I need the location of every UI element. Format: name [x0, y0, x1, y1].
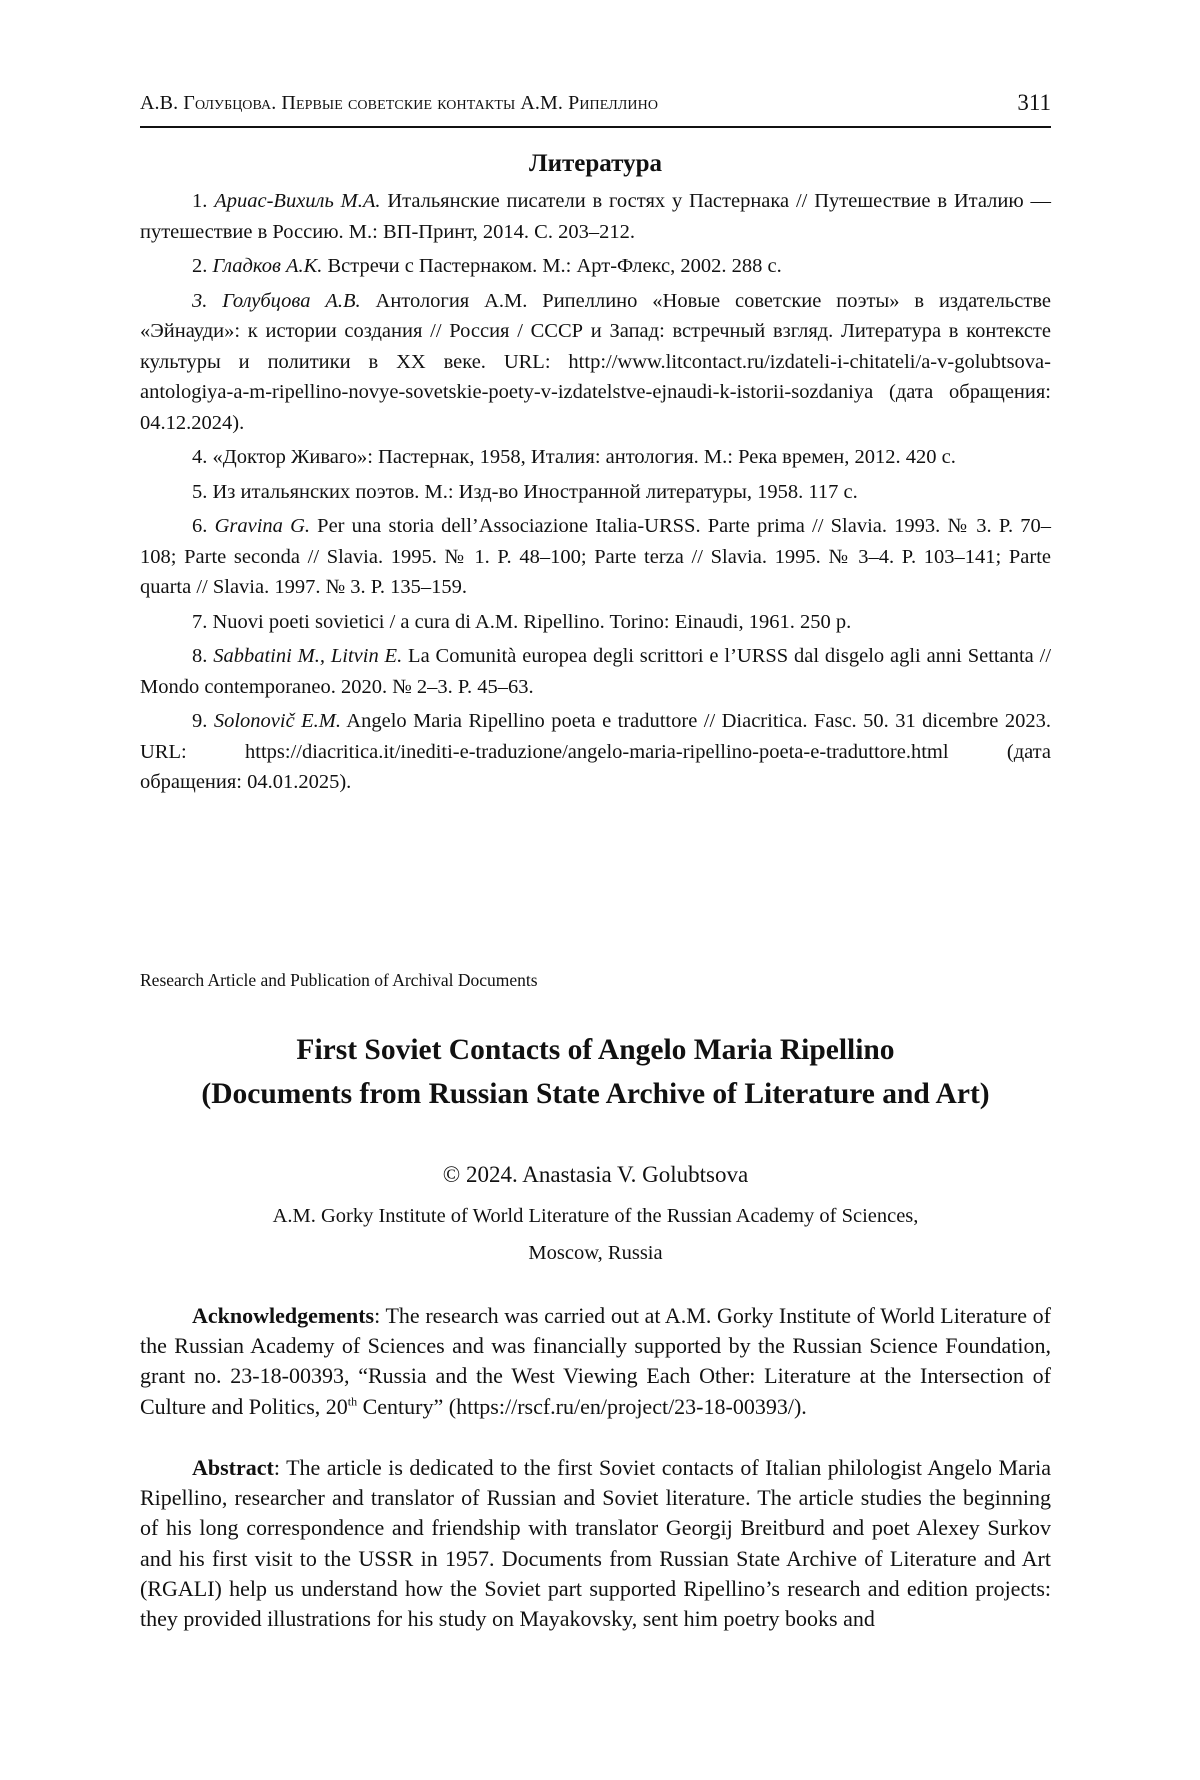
reference-text: Nuovi poeti sovietici / a cura di A.M. Ripellino. Torino: Einaudi, 1961. 250 p.	[212, 610, 852, 633]
reference-author: Gravina G.	[214, 515, 310, 537]
reference-text: Итальянские писатели в гостях у Пастернака // Путешествие в Италию — путешествие в Россию. М.: ВП-Принт, 2014. С. 203–212.	[140, 190, 1051, 243]
abstract-paragraph	[140, 1453, 1051, 1634]
reference-number: 8.	[192, 645, 208, 667]
author-affiliation	[140, 1198, 1051, 1272]
article-title-line: (Documents from Russian State Archive of Literature and Art)	[201, 1078, 990, 1110]
acknowledgements-label: Acknowledgements	[192, 1303, 375, 1328]
abstract-label: Abstract	[192, 1455, 274, 1480]
affiliation-line: A.M. Gorky Institute of World Literature of the Russian Academy of Sciences,	[272, 1205, 919, 1227]
reference-author: Solonovič E.M.	[213, 710, 341, 732]
reference-item	[140, 251, 1051, 282]
acknowledgements-text: : The research was carried out at A.M. Gorky Institute of World Literature of the Russian Academy of Sciences and was financially supported by the Russian Science Foundation, grant no. 23-18-00393, “Russia and the West Viewing Each Other: Literature at the Intersection of Culture and Politics, 20	[140, 1303, 1051, 1419]
reference-text: Встречи с Пастернаком. М.: Арт-Флекс, 2002. 288 с.	[322, 255, 782, 277]
reference-text: Angelo Maria Ripellino poeta e traduttore // Diacritica. Fasc. 50. 31 dicembre 2023. URL: https://diacritica.it/inediti-e-traduzione/angelo-maria-ripellino-poeta-e-traduttore.html (дата обращения: 04.01.2025).	[140, 710, 1051, 793]
reference-number: 4.	[192, 446, 208, 468]
acknowledgements-text-end: Century” (https://rscf.ru/en/project/23-18-00393/).	[357, 1393, 807, 1419]
ordinal-suffix: th	[347, 1394, 358, 1409]
article-author: © 2024. Anastasia V. Golubtsova	[442, 1162, 749, 1187]
reference-item	[140, 511, 1051, 603]
article-type: Research Article and Publication of Archival Documents	[140, 970, 538, 990]
reference-text: La Comunità europea degli scrittori e l’URSS dal disgelo agli anni Settanta // Mondo contemporaneo. 2020. № 2–3. P. 45–63.	[140, 645, 1052, 698]
affiliation-line: Moscow, Russia	[528, 1242, 663, 1264]
reference-author: Гладков А.К.	[212, 255, 323, 277]
references-heading: Литература	[528, 150, 663, 177]
reference-item	[140, 607, 1051, 638]
running-title: А.В. Голубцова. Первые советские контакты А.М. Рипеллино	[140, 92, 659, 114]
reference-author: Ариас-Вихиль М.А.	[214, 190, 381, 212]
reference-item	[140, 641, 1051, 702]
reference-number: 7.	[192, 610, 208, 633]
reference-text: Per una storia dell’Associazione Italia-URSS. Parte prima // Slavia. 1993. № 3. P. 70–108; Parte seconda // Slavia. 1995. № 1. P. 48–100; Parte terza // Slavia. 1995. № 3–4. P. 103–141; Parte quarta // Slavia. 1997. № 3. P. 135–159.	[140, 515, 1051, 598]
reference-text: «Доктор Живаго»: Пастернак, 1958, Италия: антология. М.: Река времен, 2012. 420 с.	[212, 446, 956, 468]
reference-text: Антология А.М. Рипеллино «Новые советские поэты» в издательстве «Эйнауди»: к истории создания // Россия / СССР и Запад: встречный взгляд. Литература в контексте культуры и политики в XX веке. URL: http://www.litcontact.ru/izdateli-i-chitateli/a-v-golubtsova-antologiya-a-m-ripellino-novye-sovetskie-poety-v-izdatelstve-ejnaudi-k-istorii-sozdaniya (дата обращения: 04.12.2024).	[140, 289, 1051, 434]
reference-number: 6.	[192, 515, 208, 537]
reference-author: Sabbatini M., Litvin E.	[213, 645, 403, 667]
reference-number: 9.	[192, 710, 208, 732]
reference-item	[140, 442, 1051, 473]
abstract-text: : The article is dedicated to the first Soviet contacts of Italian philologist Angelo Maria Ripellino, researcher and translator of Russian and Soviet literature. The article studies the beginning of his long correspondence and friendship with translator Georgij Breitburd and poet Alexey Surkov and his first visit to the USSR in 1957. Documents from Russian State Archive of Literature and Art (RGALI) help us understand how the Soviet part supported Ripellino’s research and edition projects: they provided illustrations for his study on Mayakovsky, sent him poetry books and	[140, 1455, 1051, 1632]
references-list	[140, 186, 1051, 802]
reference-item	[140, 186, 1051, 247]
article-title-line: First Soviet Contacts of Angelo Maria Ripellino	[296, 1034, 895, 1066]
reference-text: Из итальянских поэтов. М.: Изд-во Иностранной литературы, 1958. 117 с.	[212, 480, 858, 503]
reference-number: 1.	[192, 190, 208, 212]
reference-number: 2.	[192, 255, 208, 277]
article-title	[140, 1028, 1051, 1116]
reference-item	[140, 477, 1051, 508]
reference-item	[140, 706, 1051, 798]
page-number: 311	[1017, 90, 1051, 115]
reference-author: Голубцова А.В.	[222, 289, 361, 312]
reference-number: 3.	[192, 289, 208, 312]
running-header	[140, 92, 1051, 128]
reference-number: 5.	[192, 480, 208, 503]
reference-item	[140, 286, 1051, 439]
acknowledgements-paragraph	[140, 1301, 1051, 1422]
